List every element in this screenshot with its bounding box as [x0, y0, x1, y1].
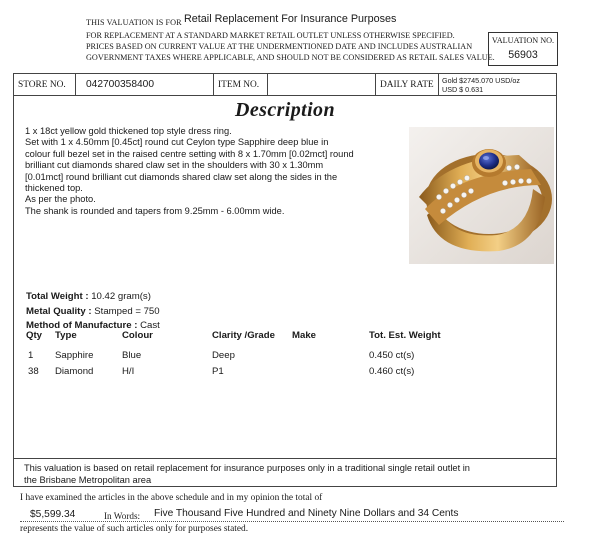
row-colour: H/I	[122, 366, 135, 377]
daily-rate-label: DAILY RATE	[376, 74, 439, 95]
total-weight-row	[26, 290, 160, 305]
valuation-number-box	[488, 32, 558, 66]
description-line: thickened top.	[25, 183, 83, 194]
metal-quality-row	[26, 305, 160, 320]
description-line: The shank is rounded and tapers from 9.25mm - 6.00mm wide.	[25, 205, 285, 216]
row-clarity: Deep	[212, 350, 235, 361]
description-line: 1 x 18ct yellow gold thickened top style dress ring.	[25, 126, 232, 136]
store-number-label: STORE NO.	[14, 74, 76, 95]
description-line: colour full bezel set in the raised centre setting with 8 x 1.70mm [0.02mct] round	[25, 148, 354, 159]
row-type: Sapphire	[55, 350, 94, 361]
row-weight: 0.450 ct(s)	[369, 350, 415, 361]
valuation-terms-line: PRICES BASED ON CURRENT VALUE AT THE UNDERMENTIONED DATE AND INCLUDES AUSTRALIAN	[86, 42, 473, 51]
method-label: Method of Manufacture :	[26, 320, 138, 332]
row-type: Diamond	[55, 366, 94, 377]
note-line: the Brisbane Metropolitan area	[24, 475, 152, 485]
total-amount: $5,599.34	[30, 509, 76, 520]
description-text	[25, 126, 407, 217]
store-info-row	[14, 74, 556, 96]
row-qty: 38	[28, 366, 39, 377]
metal-quality-label: Metal Quality :	[26, 305, 92, 317]
column-colour: Colour	[122, 330, 153, 341]
description-line: As per the photo.	[25, 194, 96, 205]
metal-details	[26, 290, 160, 334]
column-clarity: Clarity /Grade	[212, 330, 275, 341]
valuation-number-label: VALUATION NO.	[491, 36, 555, 45]
ring-photo	[409, 127, 554, 264]
row-colour: Blue	[122, 350, 142, 361]
description-line: brilliant cut diamonds shared claw set in the shoulders with 30 x 1.30mm	[25, 160, 324, 171]
statement-line-1: I have examined the articles in the above schedule and in my opinion the total of	[20, 493, 323, 503]
row-clarity: P1	[212, 366, 224, 377]
valuation-terms	[86, 30, 495, 63]
column-weight: Tot. Est. Weight	[369, 330, 441, 341]
item-number-label: ITEM NO.	[214, 74, 268, 95]
column-make: Make	[292, 330, 316, 341]
valuation-number: 56903	[508, 49, 538, 61]
description-line: [0.01mct] round brilliant cut diamonds shared claw set along the sides in the	[25, 171, 338, 182]
dotted-rule	[20, 521, 564, 522]
valuation-terms-line: GOVERNMENT TAXES WHERE APPLICABLE, AND SHOULD NOT BE CONSIDERED AS RETAIL SALES VALUE.	[86, 53, 495, 62]
daily-rate	[439, 74, 556, 95]
ring-illustration	[409, 127, 554, 264]
store-number: 042700358400	[76, 74, 214, 95]
description-title: Description	[235, 99, 335, 121]
column-type: Type	[55, 330, 77, 341]
method-value: Cast	[140, 320, 160, 332]
valuation-for-label: THIS VALUATION IS FOR	[86, 18, 182, 27]
total-weight-label: Total Weight :	[26, 291, 89, 302]
total-weight-value: 10.42 gram(s)	[91, 291, 151, 302]
amount-in-words: Five Thousand Five Hundred and Ninety Nine Dollars and 34 Cents	[154, 508, 459, 519]
in-words-label: In Words:	[104, 511, 141, 521]
valuation-terms-line: FOR REPLACEMENT AT A STANDARD MARKET RETAIL OUTLET UNLESS OTHERWISE SPECIFIED.	[86, 31, 455, 40]
column-qty: Qty	[26, 330, 42, 341]
valuation-purpose: Retail Replacement For Insurance Purposes	[184, 13, 397, 25]
row-qty: 1	[28, 350, 34, 361]
valuation-basis-note	[14, 458, 556, 487]
gold-rate: Gold $2745.070 USD/oz	[442, 75, 520, 85]
statement-line-2: represents the value of such articles only for purposes stated.	[20, 524, 249, 534]
metal-quality-value: Stamped = 750	[94, 305, 160, 317]
item-number	[268, 74, 376, 95]
note-line: This valuation is based on retail replacement for insurance purposes only in a traditional single retail outlet in	[24, 463, 470, 473]
description-line: Set with 1 x 4.50mm [0.45ct] round cut Ceylon type Sapphire deep blue in	[25, 137, 329, 148]
usd-rate: USD $ 0.631	[442, 84, 484, 94]
row-weight: 0.460 ct(s)	[369, 366, 415, 377]
valuation-form	[13, 73, 557, 487]
